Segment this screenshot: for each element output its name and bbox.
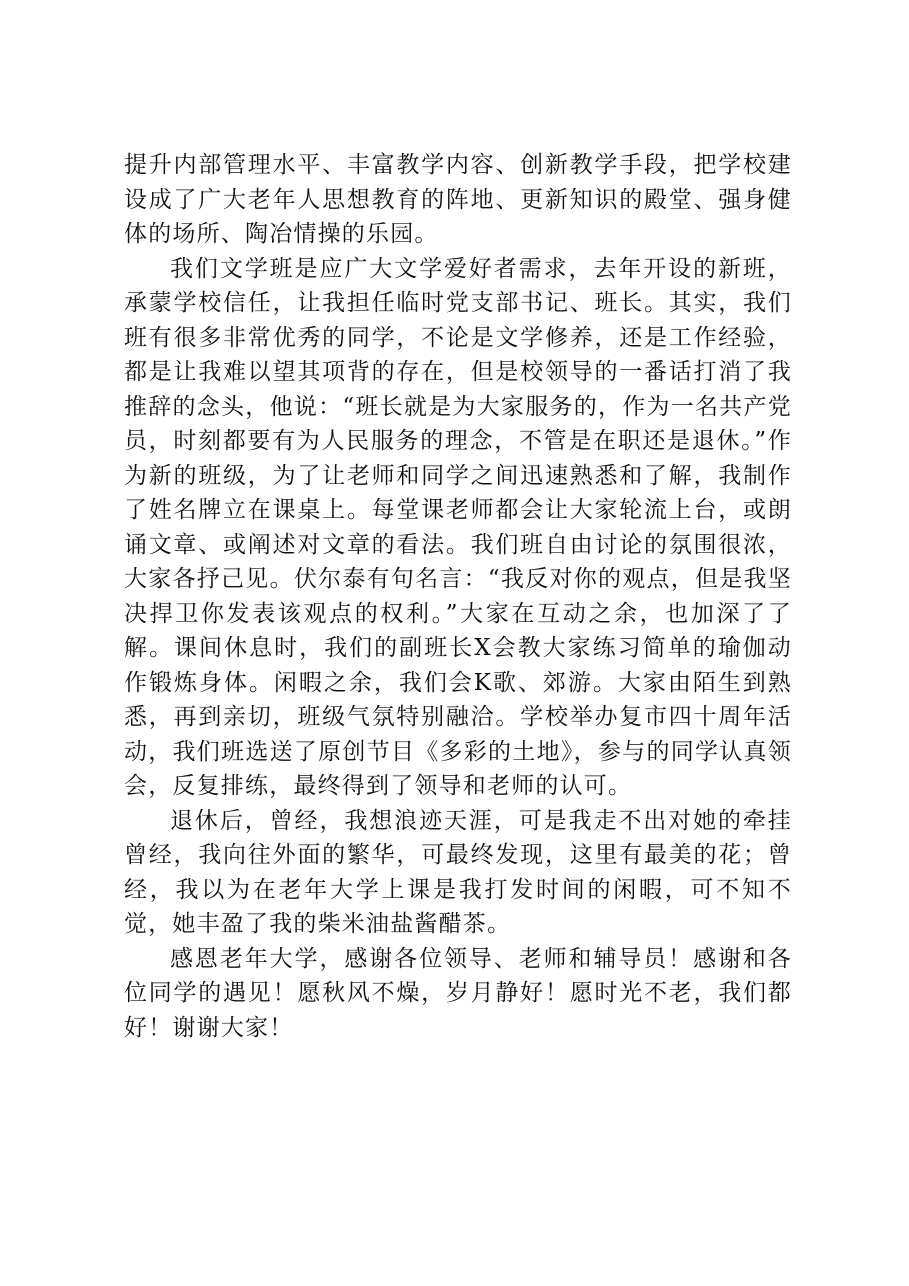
paragraph-4: 感恩老年大学，感谢各位领导、老师和辅导员！感谢和各位同学的遇见！愿秋风不燥，岁月静好！愿时光不老，我们都好！谢谢大家！: [124, 945, 792, 1041]
document-body: [124, 148, 792, 1045]
paragraph-1: 提升内部管理水平、丰富教学内容、创新教学手段，把学校建设成了广大老年人思想教育的阵地、更新知识的殿堂、强身健体的场所、陶冶情操的乐园。: [124, 152, 792, 247]
paragraph-2: 我们文学班是应广大文学爱好者需求，去年开设的新班，承蒙学校信任，让我担任临时党支部书记、班长。其实，我们班有很多非常优秀的同学，不论是文学修养，还是工作经验，都是让我难以望其项背的存在，但是校领导的一番话打消了我推辞的念头，他说：“班长就是为大家服务的，作为一名共产党员，时刻都要有为人民服务的理念，不管是在职还是退休。”作为新的班级，为了让老师和同学之间迅速熟悉和了解，我制作了姓名牌立在课桌上。每堂课老师都会让大家轮流上台，或朗诵文章、或阐述对文章的看法。我们班自由讨论的氛围很浓，大家各抒己见。伏尔泰有句名言：“我反对你的观点，但是我坚决捍卫你发表该观点的权利。”大家在互动之余，也加深了了解。课间休息时，我们的副班长X会教大家练习简单的瑜伽动作锻炼身体。闲暇之余，我们会K歌、郊游。大家由陌生到熟悉，再到亲切，班级气氛特别融洽。学校举办复市四十周年活动，我们班选送了原创节目《多彩的土地》，参与的同学认真领会，反复排练，最终得到了领导和老师的认可。: [124, 255, 792, 799]
paragraph-3: 退休后，曾经，我想浪迹天涯，可是我走不出对她的牵挂曾经，我向往外面的繁华，可最终发现，这里有最美的花；曾经，我以为在老年大学上课是我打发时间的闲暇，可不知不觉，她丰盈了我的柴米油盐酱醋茶。: [124, 807, 792, 937]
